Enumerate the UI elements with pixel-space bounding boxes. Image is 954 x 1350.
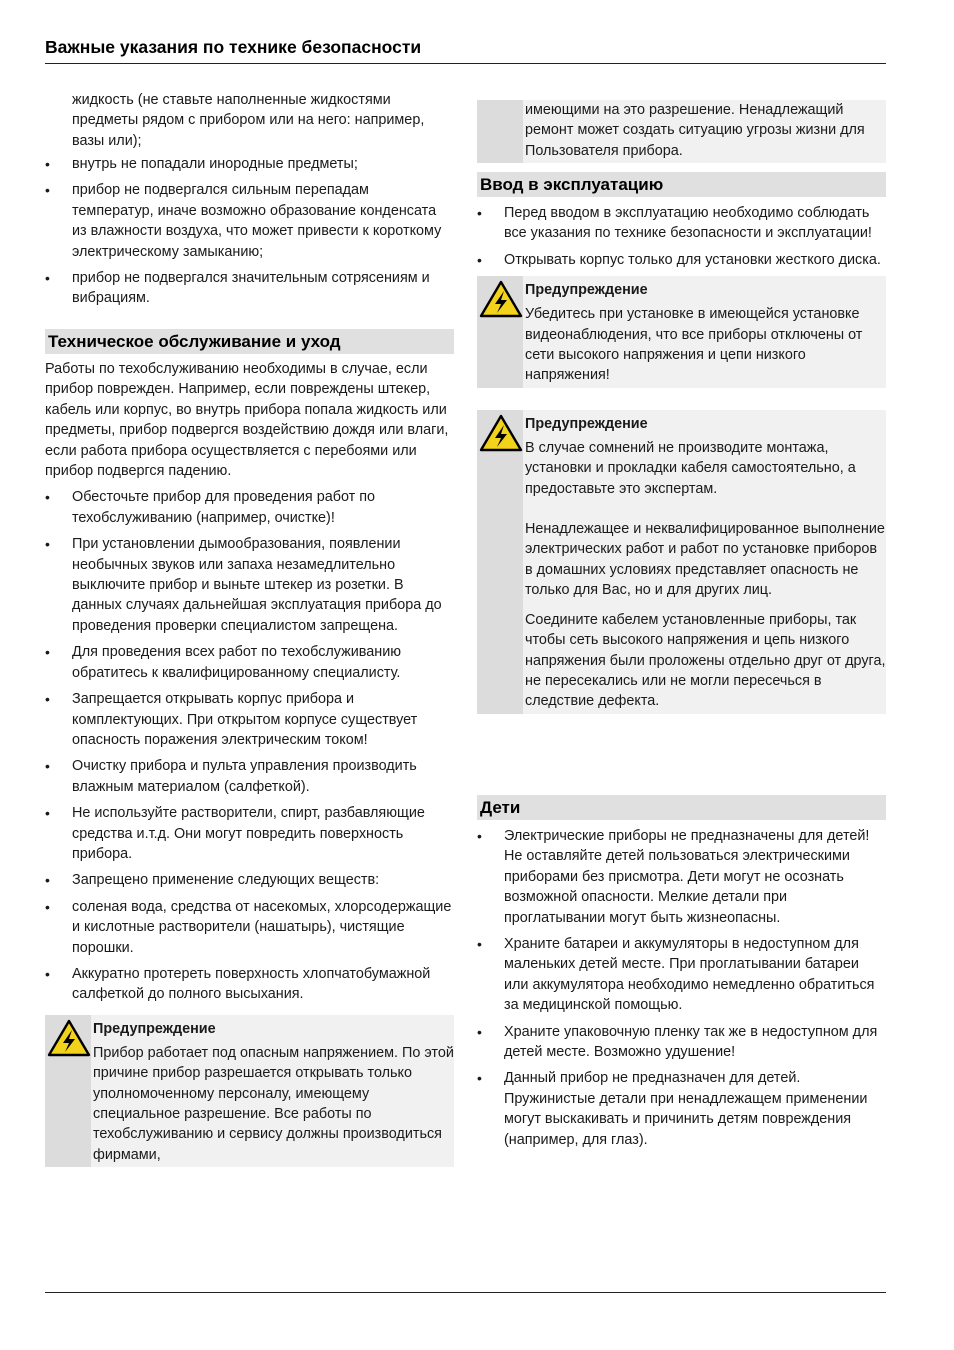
list-item: • Очистку прибора и пульта управления производить влажным материалом (салфеткой). (45, 756, 454, 797)
list-item: • Электрические приборы не предназначены для детей! Не оставляйте детей пользоваться электрическими приборами без присмотра. Дети могут не осознать возможной опасности. Мелкие детали при проглатывании могут быть жизнеопасны. (477, 826, 886, 928)
list-item: • прибор не подвергался сильным перепадам температур, иначе возможно образование конденсата из влажности воздуха, что может привести к короткому электрическому замыканию; (45, 180, 454, 262)
continued-text: жидкость (не ставьте наполненные жидкостями предметы рядом с прибором или на него: например, вазы или); (72, 92, 425, 149)
list-item: • Открывать корпус только для установки жесткого диска. (477, 250, 886, 270)
warning-title: Предупреждение (525, 415, 648, 432)
warning-text: Ненадлежащее и неквалифицированное выполнение электрических работ и работ по установке приборов в домашних условиях представляет опасность не только для Вас, но и для других лиц. (525, 521, 885, 599)
children-bullet-list (477, 826, 886, 1150)
list-item: • соленая вода, средства от насекомых, хлорсодержащие и кислотные растворители (нашатырь), чистящие порошки. (45, 897, 454, 958)
list-item: • Данный прибор не предназначен для детей. Пружинистые детали при ненадлежащем применении могут выскакивать и причинить детям повреждения (например, для глаз). (477, 1068, 886, 1150)
list-item: • Перед вводом в эксплуатацию необходимо соблюдать все указания по технике безопасности и эксплуатации! (477, 203, 886, 244)
section-heading: Техническое обслуживание и уход (45, 329, 454, 354)
warning-gutter (477, 410, 523, 714)
list-item: • Для проведения всех работ по техобслуживанию обратитесь к квалифицированному специалисту. (45, 642, 454, 683)
maintenance-paragraph: Работы по техобслуживанию необходимы в случае, если прибор поврежден. Например, если повреждены штекер, кабель или корпус, во внутрь прибора попала жидкость или предметы, прибор подвергся воздействию дождя или влаги, если работа прибора осуществляется с перебоями или прибор подвергся падению. (45, 361, 449, 480)
list-item: • При установлении дымообразования, появлении необычных звуков или запаха незамедлительно выключите прибор и выньте штекер из розетки. В данных случаях дальнейшая эксплуатация прибора до проведения проверки специалистом запрещена. (45, 534, 454, 636)
list-item: • Храните упаковочную пленку так же в недоступном для детей месте. Возможно удушение! (477, 1022, 886, 1063)
maintenance-section (45, 329, 454, 1167)
warning-text: Прибор работает под опасным напряжением. По этой причине прибор разрешается открывать только уполномоченному персоналу, имеющему специальное разрешение. Все работы по техобслуживанию и сервису должны производиться фирмами, (93, 1044, 454, 1163)
high-voltage-warning-icon (479, 414, 523, 452)
commissioning-section (477, 172, 886, 714)
warning-gutter (477, 100, 523, 163)
high-voltage-warning-icon (479, 280, 523, 318)
warning-title: Предупреждение (93, 1020, 216, 1037)
warning-text: Убедитесь при установке в имеющейся установке видеонаблюдения, что все приборы отключены от сети высокого напряжения и цепи низкого напряжения! (525, 306, 863, 384)
intro-bullet-list (45, 154, 454, 315)
list-item: • Не используйте растворители, спирт, разбавляющие средства и.т.д. Они могут повредить поверхность прибора. (45, 803, 454, 864)
warning-title: Предупреждение (525, 282, 648, 299)
list-item: • внутрь не попадали инородные предметы; (45, 154, 454, 174)
footer-rule (45, 1292, 886, 1293)
warning-text: имеющими на это разрешение. Ненадлежащий ремонт может создать ситуацию угрозы жизни для Пользователя прибора. (525, 102, 865, 159)
warning-box (477, 276, 886, 388)
commissioning-bullet-list (477, 203, 886, 270)
list-item: • Аккуратно протереть поверхность хлопчатобумажной салфеткой до полного высыхания. (45, 964, 454, 1005)
list-item: • Запрещается открывать корпус прибора и комплектующих. При открытом корпусе существует опасность поражения электрическим током! (45, 689, 454, 750)
list-item: • Храните батареи и аккумуляторы в недоступном для маленьких детей месте. При проглатывании батареи или аккумулятора необходимо немедленно обратиться за медицинской помощью. (477, 934, 886, 1016)
list-item: • Обесточьте прибор для проведения работ по техобслуживанию (например, очистке)! (45, 487, 454, 528)
warning-text: В случае сомнений не производите монтажа, установки и прокладки кабеля самостоятельно, а предоставьте это экспертам. (525, 439, 856, 497)
warning-box (45, 1015, 454, 1167)
warning-box-continued (477, 100, 886, 163)
list-item: • прибор не подвергался значительным сотрясениям и вибрациям. (45, 268, 454, 309)
section-heading: Ввод в эксплуатацию (477, 172, 886, 197)
warning-text: Соедините кабелем установленные приборы, так чтобы сеть высокого напряжения и цепь низкого напряжения были проложены отдельно друг от друга, не пересекались или не могли пересечься в следствие дефекта. (525, 611, 886, 710)
page-title: Важные указания по технике безопасности (45, 37, 422, 57)
page-header (45, 36, 886, 64)
warning-box (477, 410, 886, 714)
maintenance-bullet-list (45, 487, 454, 1004)
section-heading: Дети (477, 795, 886, 820)
children-section (477, 795, 886, 1156)
list-item: • Запрещено применение следующих веществ: (45, 870, 454, 890)
high-voltage-warning-icon (47, 1019, 91, 1057)
